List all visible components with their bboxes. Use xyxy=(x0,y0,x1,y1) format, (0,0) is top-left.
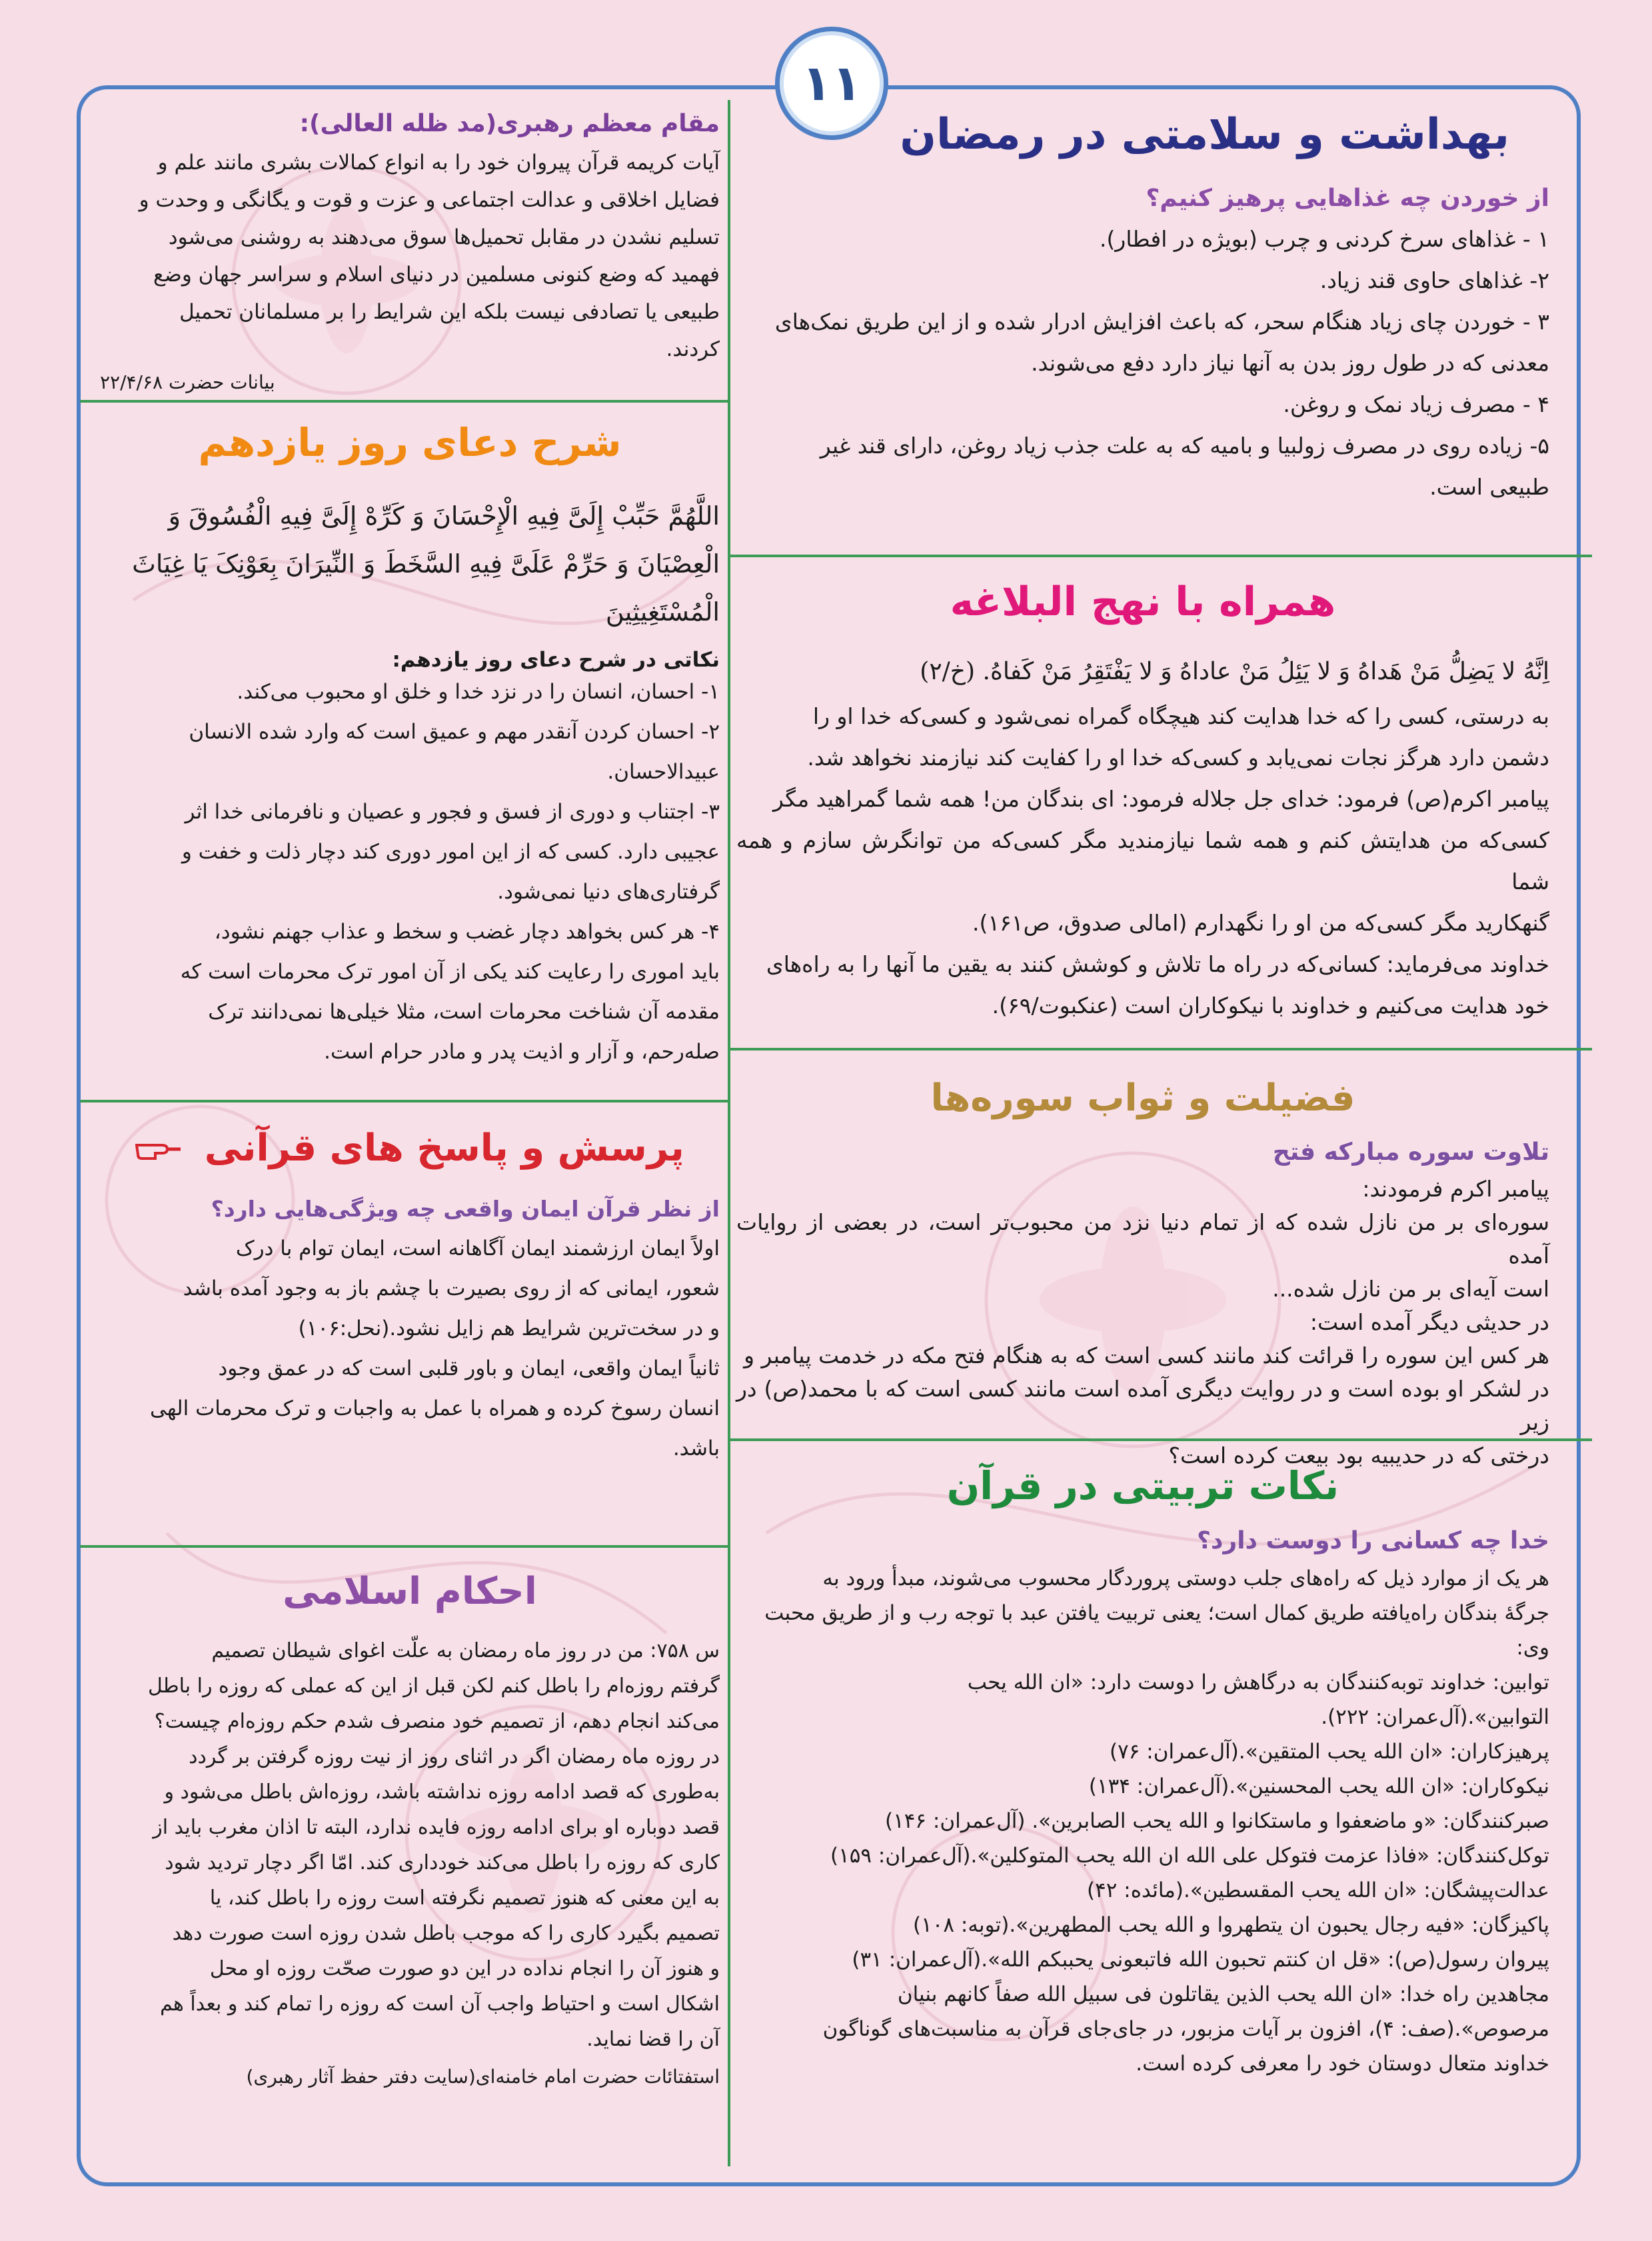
dua-line: باید اموری را رعایت کند یکی از آن امور ترک محرمات است که xyxy=(180,960,720,984)
section-divider xyxy=(729,1048,1592,1051)
ahkam-section xyxy=(100,1570,720,2092)
ahkam-line: و هنوز آن را انجام نداده در این دو صورت صحّت روزه او محل xyxy=(209,1957,720,1980)
virtue-line: در لشکر او بوده است و در روایت دیگری آمده است مانند کسی است که با محمد(ص) در زیر xyxy=(736,1376,1549,1435)
education-line: هر یک از موارد ذیل که راه‌های جلب دوستی پروردگار محسوب می‌شوند، مبدأ ورود به xyxy=(822,1566,1549,1590)
ahkam-line: در روزه ماه رمضان اگر در اثنای روز از نیت روزه گرفتن بر گردد xyxy=(189,1745,720,1768)
education-line: نیکوکاران: «ان الله یحب المحسنین».(آل‌عمران: ۱۳۴) xyxy=(1088,1774,1549,1798)
section-divider xyxy=(80,400,728,403)
education-line: توابین: خداوند توبه‌کنندگان به درگاهش را دوست دارد: «ان الله یحب xyxy=(967,1670,1549,1694)
nahj-line: خود هدایت می‌کنیم و خداوند با نیکوکاران است (عنکبوت/۶۹). xyxy=(992,993,1549,1019)
virtue-line: پیامبر اکرم فرمودند: xyxy=(1362,1176,1549,1202)
section-divider xyxy=(80,1545,728,1548)
health-item: ۳ - خوردن چای زیاد هنگام سحر، که باعث افزایش ادرار شده و از این طریق نمک‌های xyxy=(774,309,1549,335)
nahj-line: دشمن دارد هرگز نجات نمی‌یابد و کسی‌که خدا او را کفایت کند نیازمند نخواهد شد. xyxy=(807,745,1549,771)
dua-line: ۲- احسان کردن آنقدر مهم و عمیق است که وارد شده الانسان xyxy=(189,720,720,744)
nahj-line: کسی‌که من هدایتش کنم و همه شما نیازمندید مگر کسی‌که من توانگرش سازم و همه شما xyxy=(736,827,1549,895)
education-line: پرهیزکاران: «ان الله یحب المتقین».(آل‌عمران: ۷۶) xyxy=(1110,1740,1549,1764)
education-section xyxy=(736,1463,1549,2081)
leader-line: فهمید که وضع کنونی مسلمین در دنیای اسلام و سراسر جهان وضع xyxy=(153,263,720,287)
qa-line: ثانیاً ایمان واقعی، ایمان و باور قلبی است که در عمق وجود xyxy=(218,1356,720,1381)
ahkam-source: استفتائات حضرت امام خامنه‌ای(سایت دفتر حفظ آثار رهبری) xyxy=(246,2066,720,2088)
dua-subtitle: نکاتی در شرح دعای روز یازدهم: xyxy=(392,648,720,672)
health-section xyxy=(736,110,1549,508)
leader-title: مقام معظم رهبری(مد ظله العالی): xyxy=(299,110,720,137)
qa-line: اولاً ایمان ارزشمند ایمان آگاهانه است، ایمان توام با درک xyxy=(235,1236,720,1261)
education-line: عدالت‌پیشگان: «ان الله یحب المقسطین».(مائده: ۴۲) xyxy=(1087,1878,1549,1902)
ahkam-line: گرفتم روزه‌ام را باطل کنم لکن قبل از این که عملی که روزه را باطل xyxy=(147,1674,720,1698)
dua-line: عجیبی دارد. کسی که از این امور دوری کند دچار ذلت و خفت و xyxy=(181,840,720,864)
ahkam-line: قصد دوباره او برای ادامه روزه فایده ندارد، البته تا اذان مغرب باید از xyxy=(153,1816,720,1839)
dua-line: ۱- احسان، انسان را در نزد خدا و خلق او محبوب می‌کند. xyxy=(237,680,720,704)
virtue-line: درختی که در حدیبیه بود بیعت کرده است؟ xyxy=(1168,1442,1549,1468)
dua-arabic: اللَّهُمَّ حَبِّبْ إِلَیَّ فِیهِ الْإِحْسَانَ وَ کَرِّهْ إِلَیَّ فِیهِ الْفُسُوقَ وَ xyxy=(168,501,720,531)
nahj-title: همراه با نهج البلاغه xyxy=(950,579,1336,625)
health-item: معدنی که در طول روز بدن به آنها نیاز دارد دفع می‌شوند. xyxy=(1031,350,1549,376)
virtue-line: در حدیثی دیگر آمده است: xyxy=(1309,1309,1549,1335)
dua-line: عبیدالاحسان. xyxy=(607,760,720,784)
education-line: جرگهٔ بندگان راه‌یافته طریق کمال است؛ یعنی تربیت یافتن عبد با توجه رب و از طریق محبت xyxy=(764,1601,1549,1625)
dua-title: شرح دعای روز یازدهم xyxy=(198,420,622,465)
pointing-hand-icon xyxy=(135,1128,182,1172)
education-line: پیروان رسول(ص): «قل ان کنتم تحبون الله فاتبعونی یحببکم الله».(آل‌عمران: ۳۱) xyxy=(852,1948,1549,1972)
health-item: ۲- غذاهای حاوی قند زیاد. xyxy=(1319,267,1549,293)
virtue-line: هر کس این سوره را قرائت کند مانند کسی است که به هنگام فتح مکه در خدمت پیامبر و xyxy=(744,1342,1549,1368)
ahkam-line: به‌طوری که قصد ادامه روزه نداشته باشد، روزه‌اش باطل می‌شود و xyxy=(164,1780,720,1804)
education-line: وی: xyxy=(1516,1636,1549,1660)
ahkam-title: احکام اسلامی xyxy=(283,1570,537,1613)
qa-subtitle: از نظر قرآن ایمان واقعی چه ویژگی‌هایی دارد؟ xyxy=(211,1196,720,1222)
leader-source: بیانات حضرت ۲۲/۴/۶۸ xyxy=(100,371,275,393)
health-item: طبیعی است. xyxy=(1429,474,1549,500)
virtue-line: است آیه‌ای بر من نازل شده... xyxy=(1272,1276,1549,1302)
leader-section xyxy=(100,110,720,397)
health-subtitle: از خوردن چه غذاهایی پرهیز کنیم؟ xyxy=(1146,185,1549,212)
nahj-line: گنهکارید مگر کسی‌که من او را نگهدارم (امالی صدوق، ص۱۶۱). xyxy=(972,910,1549,936)
education-line: صبرکنندگان: «و ماضعفوا و ماستکانوا و الله یحب الصابرین». (آل‌عمران: ۱۴۶) xyxy=(884,1809,1549,1833)
education-line: التوابین».(آل‌عمران: ۲۲۲). xyxy=(1321,1705,1549,1729)
qa-section xyxy=(100,1126,720,1468)
qa-line: شعور، ایمانی که از روی بصیرت با چشم باز به وجود آمده باشد xyxy=(183,1276,720,1301)
leader-line: فضایل اخلاقی و عدالت اجتماعی و عزت و قوت و یگانگی و وحدت و xyxy=(139,188,720,212)
qa-title: پرسش و پاسخ های قرآنی xyxy=(204,1126,684,1170)
ahkam-line: کاری که روزه را باطل می‌کند خودداری کند. امّا اگر دچار تردید شود xyxy=(165,1851,720,1874)
health-item: ۱ - غذاهای سرخ کردنی و چرب (بویژه در افطار). xyxy=(1100,226,1549,252)
dua-arabic: الْعِصْیَانَ وَ حَرِّمْ عَلَیَّ فِیهِ السَّخَطَ وَ النِّیرَانَ بِعَوْنِکَ یَا غِیَاثَ xyxy=(132,549,720,579)
nahj-arabic: اِنَّهُ لا یَضِلُّ مَنْ هَداهُ وَ لا یَئِلُ مَنْ عاداهُ وَ لا یَفْتَقِرُ مَنْ کَفاهُ. (خ/۲) xyxy=(920,658,1549,685)
ahkam-line: تصمیم بگیرد کاری را که موجب باطل شدن روزه است صورت دهد xyxy=(172,1922,720,1945)
health-title: بهداشت و سلامتی در رمضان xyxy=(900,110,1509,159)
section-divider xyxy=(729,555,1592,557)
education-line: توکل‌کنندگان: «فاذا عزمت فتوکل علی الله ان الله یحب المتوکلین».(آل‌عمران: ۱۵۹) xyxy=(830,1844,1549,1868)
dua-section xyxy=(100,420,720,1072)
leader-line: آیات کریمه قرآن پیروان خود را به انواع کمالات بشری مانند علم و xyxy=(157,151,720,175)
ahkam-line: س ۷۵۸: من در روز ماه رمضان به علّت اغوای شیطان تصمیم xyxy=(211,1639,720,1662)
dua-line: صله‌رحم، و آزار و اذیت پدر و مادر حرام است. xyxy=(324,1040,720,1064)
ahkam-line: می‌کند انجام دهم، از تصمیم خود منصرف شدم حکم روزه‌ام چیست؟ xyxy=(154,1710,720,1733)
ahkam-line: به این معنی که هنوز تصمیم نگرفته است روزه را باطل کند، یا xyxy=(209,1886,720,1910)
dua-line: مقدمه آن شناخت محرمات است، مثلا خیلی‌ها نمی‌دانند ترک xyxy=(208,1000,720,1024)
ahkam-line: آن را قضا نماید. xyxy=(586,2028,720,2051)
leader-line: کردند. xyxy=(666,337,720,361)
nahj-line: پیامبر اکرم(ص) فرمود: خدای جل جلاله فرمود: ای بندگان من! همه شما گمراهید مگر xyxy=(773,786,1549,812)
column-divider xyxy=(728,100,730,2166)
nahj-line: به درستی، کسی را که خدا هدایت کند هیچگاه گمراه نمی‌شود و کسی‌که خدا او را xyxy=(812,703,1549,729)
health-item: ۵- زیاده روی در مصرف زولبیا و بامیه که به علت جذب زیاد روغن، دارای قند غیر xyxy=(820,433,1549,459)
education-line: خداوند متعال دوستان خود را معرفی کرده است. xyxy=(1136,2052,1549,2076)
virtue-subtitle: تلاوت سوره مبارکه فتح xyxy=(1272,1138,1549,1166)
qa-title-row xyxy=(100,1126,720,1172)
dua-line: ۳- اجتناب و دوری از فسق و فجور و عصیان و نافرمانی خدا اثر xyxy=(185,800,720,824)
leader-line: طبیعی یا تصادفی نیست بلکه این شرایط را بر مسلمانان تحمیل xyxy=(179,300,720,324)
nahj-section xyxy=(736,579,1549,1027)
education-line: پاکیزگان: «فیه رجال یحبون ان یتطهروا و الله یحب المطهرین».(توبه: ۱۰۸) xyxy=(913,1913,1549,1937)
education-line: مرصوص».(صف: ۴)، افزون بر آیات مزبور، در جای‌جای قرآن به مناسبت‌های گوناگون xyxy=(822,2017,1549,2041)
qa-line: و در سخت‌ترین شرایط هم زایل نشود.(نحل:۱۰۶) xyxy=(298,1316,720,1341)
virtue-line: سوره‌ای بر من نازل شده که از تمام دنیا نزد من محبوب‌تر است، در بعضی از روایات آمده xyxy=(736,1209,1549,1268)
dua-arabic: الْمُسْتَغِیثِینَ xyxy=(605,597,720,627)
virtue-section xyxy=(736,1077,1549,1472)
leader-line: تسلیم نشدن در مقابل تحمیل‌ها سوق می‌دهند به روشنی می‌شود xyxy=(168,225,720,249)
education-line: مجاهدین راه خدا: «ان الله یحب الذین یقاتلون فی سبیل الله صفاً کانهم بنیان xyxy=(897,1982,1549,2006)
virtue-title: فضیلت و ثواب سوره‌ها xyxy=(930,1077,1355,1120)
dua-line: گرفتاری‌های دنیا نمی‌شود. xyxy=(497,880,720,904)
education-subtitle: خدا چه کسانی را دوست دارد؟ xyxy=(1197,1527,1549,1554)
section-divider xyxy=(80,1100,728,1103)
nahj-line: خداوند می‌فرماید: کسانی‌که در راه ما تلاش و کوشش کنند به یقین ما آنها را به راه‌های xyxy=(766,951,1549,977)
dua-line: ۴- هر کس بخواهد دچار غضب و سخط و عذاب جهنم نشود، xyxy=(214,920,720,944)
ahkam-line: اشکال است و احتیاط واجب آن است که روزه را تمام کند و بعداً هم xyxy=(160,1992,720,2016)
page-number: ۱۱ xyxy=(775,27,888,140)
qa-line: باشد. xyxy=(672,1436,720,1461)
qa-line: انسان رسوخ کرده و همراه با عمل به واجبات و ترک محرمات الهی xyxy=(150,1396,720,1421)
health-item: ۴ - مصرف زیاد نمک و روغن. xyxy=(1283,391,1549,417)
education-title: نکات تربیتی در قرآن xyxy=(946,1463,1339,1508)
